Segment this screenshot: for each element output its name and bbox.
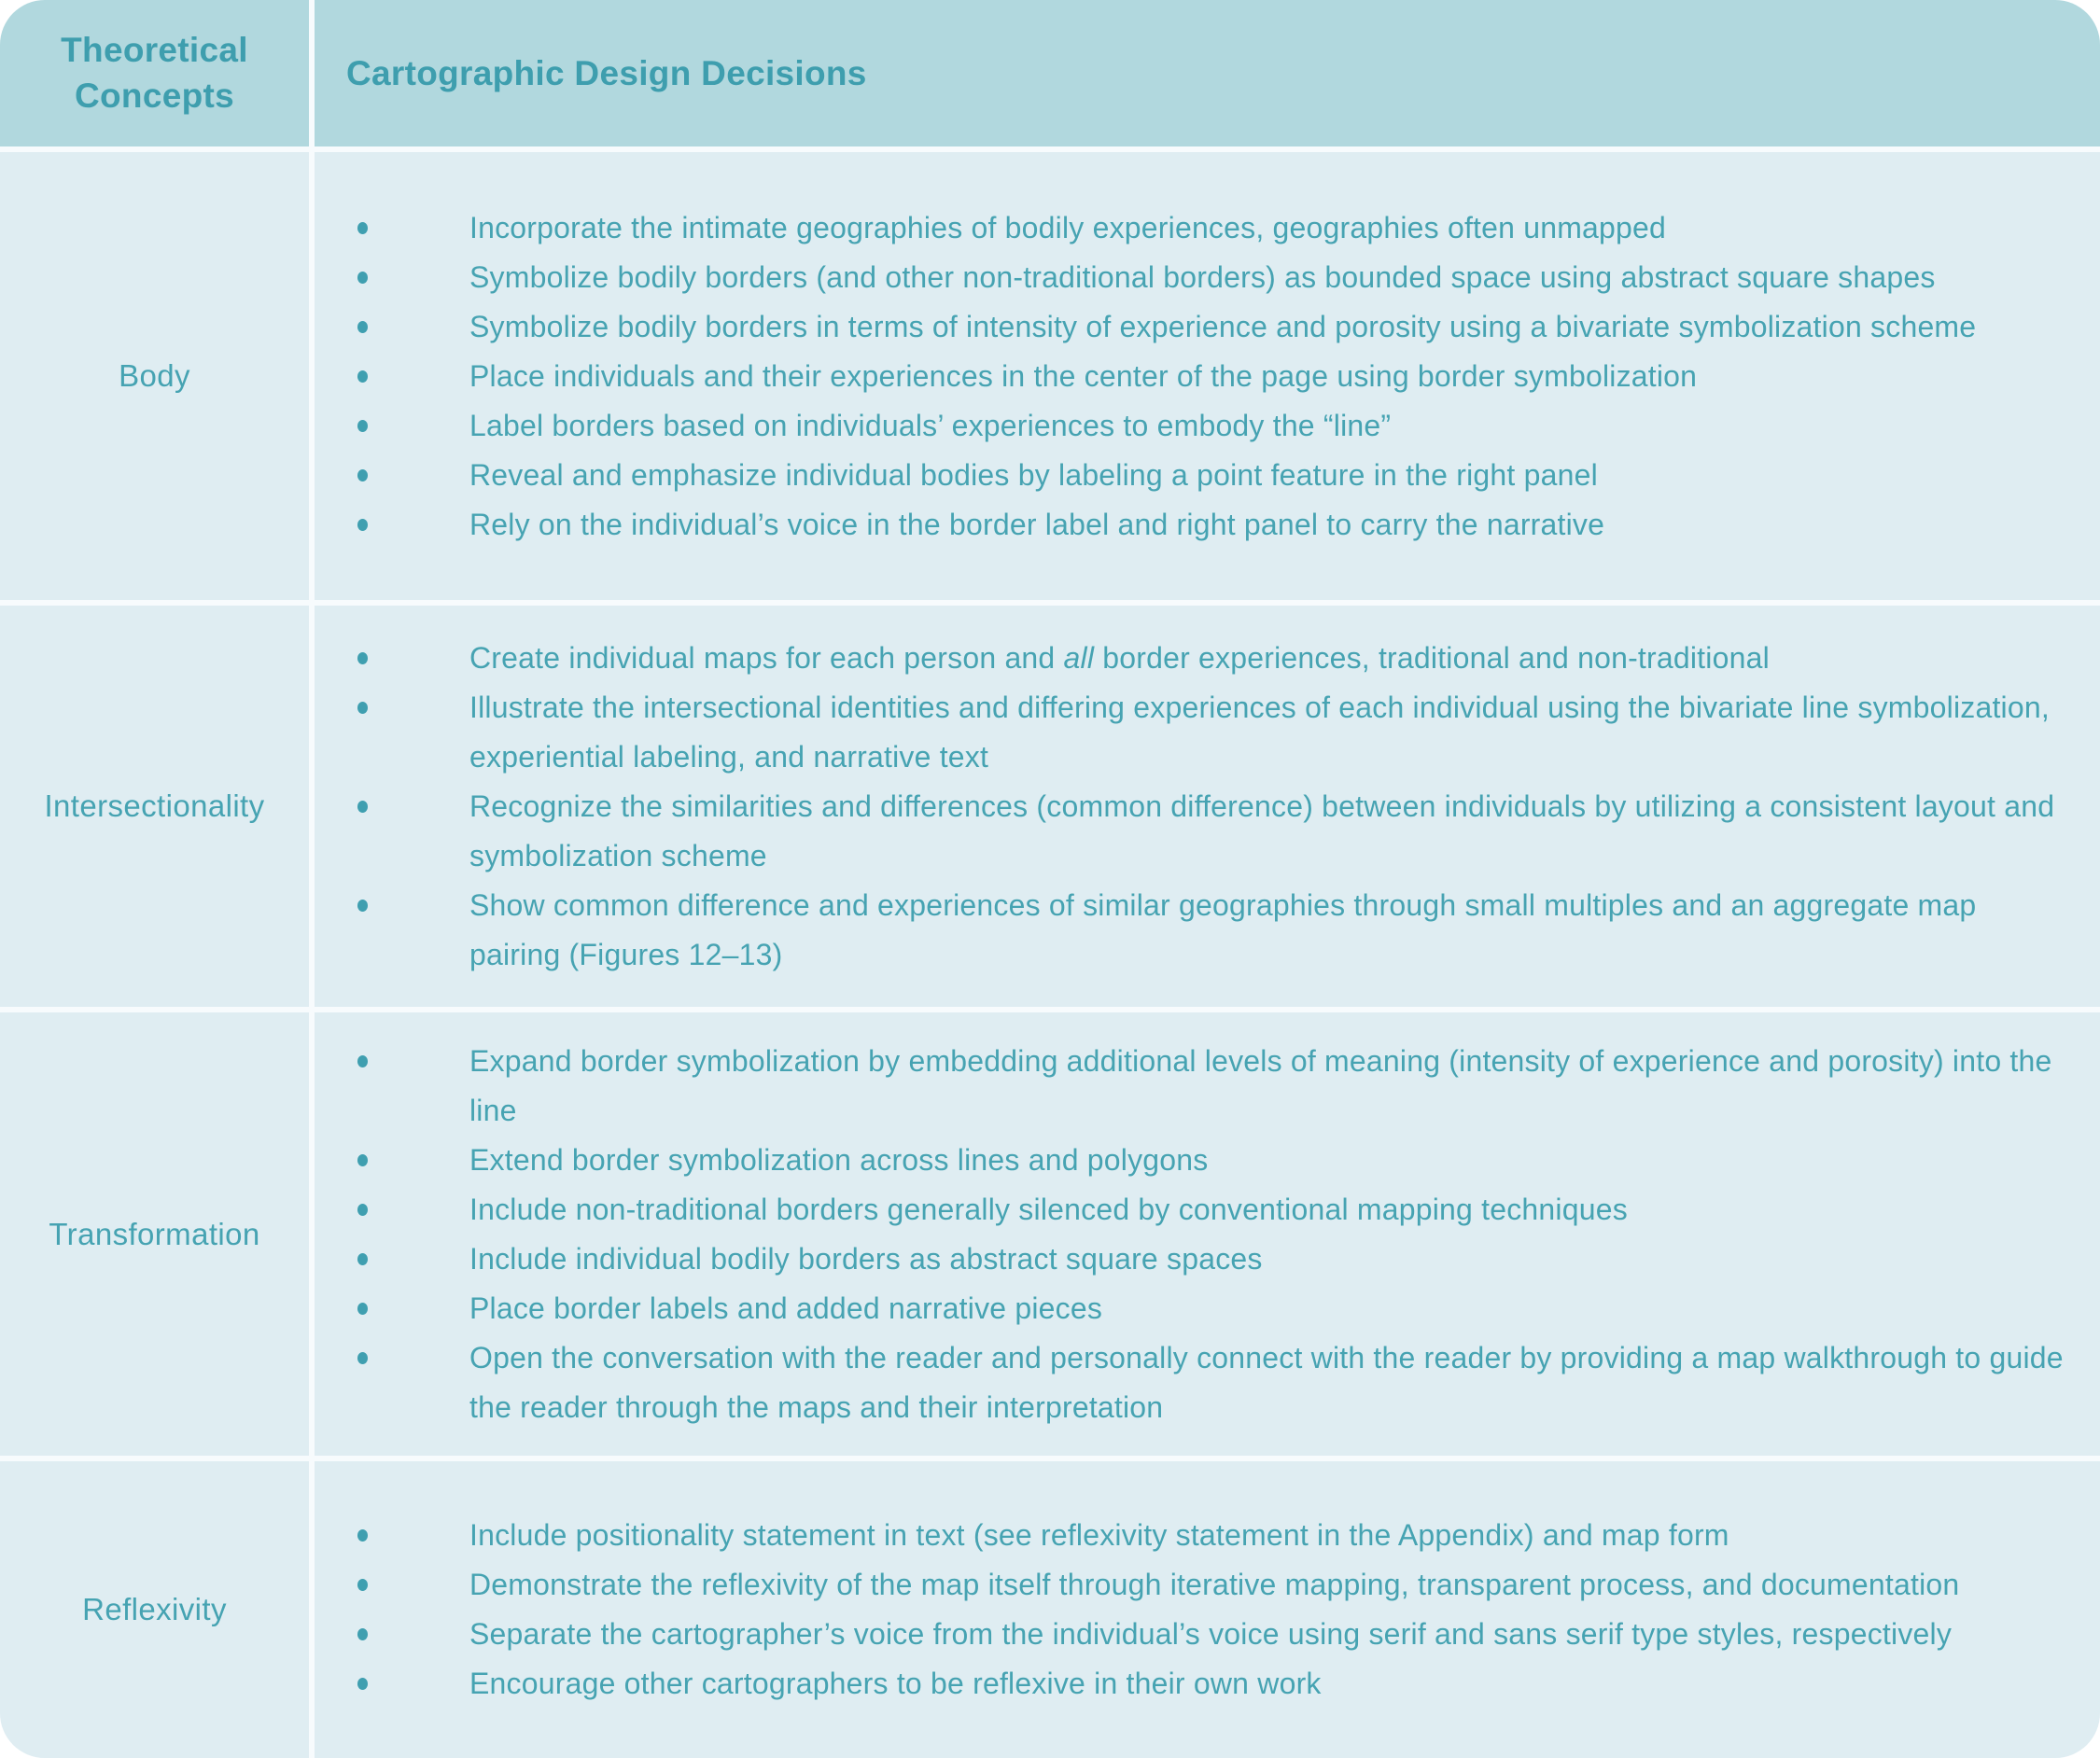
bullet-item: Expand border symbolization by embedding additional levels of meaning (intensity of experience and porosity) into the line	[315, 1037, 2074, 1136]
bullet-item: Illustrate the intersectional identities and differing experiences of each individual using the bivariate line symbolization, experiential labeling, and narrative text	[315, 683, 2074, 782]
bullet-list-reflexivity	[315, 1511, 2100, 1709]
decisions-cell-intersectionality	[315, 606, 2100, 1007]
bullet-item: Demonstrate the reflexivity of the map itself through iterative mapping, transparent process, and documentation	[315, 1560, 2074, 1610]
header-theoretical-concepts: Theoretical Concepts	[0, 0, 309, 146]
bullet-item: Reveal and emphasize individual bodies by labeling a point feature in the right panel	[315, 451, 2074, 500]
concept-label-body: Body	[0, 152, 309, 600]
bullet-item: Place border labels and added narrative pieces	[315, 1284, 2074, 1333]
bullet-item: Rely on the individual’s voice in the border label and right panel to carry the narrative	[315, 500, 2074, 550]
bullet-item: Encourage other cartographers to be reflexive in their own work	[315, 1659, 2074, 1709]
bullet-item: Symbolize bodily borders in terms of intensity of experience and porosity using a bivariate symbolization scheme	[315, 302, 2074, 352]
bullet-item: Include positionality statement in text (see reflexivity statement in the Appendix) and map form	[315, 1511, 2074, 1560]
bullet-item: Show common difference and experiences of similar geographies through small multiples and an aggregate map pairing (Figures 12–13)	[315, 881, 2074, 980]
bullet-item: Place individuals and their experiences in the center of the page using border symbolization	[315, 352, 2074, 401]
bullet-item: Recognize the similarities and differences (common difference) between individuals by utilizing a consistent layout and symbolization scheme	[315, 782, 2074, 881]
bullet-item: Extend border symbolization across lines and polygons	[315, 1136, 2074, 1185]
bullet-item: Create individual maps for each person and all border experiences, traditional and non-traditional	[315, 634, 2074, 683]
bullet-item: Separate the cartographer’s voice from the individual’s voice using serif and sans serif type styles, respectively	[315, 1610, 2074, 1659]
bullet-item: Include non-traditional borders generally silenced by conventional mapping techniques	[315, 1185, 2074, 1235]
decisions-cell-body	[315, 152, 2100, 600]
bullet-item: Incorporate the intimate geographies of bodily experiences, geographies often unmapped	[315, 203, 2074, 253]
bullet-item: Open the conversation with the reader and personally connect with the reader by providing a map walkthrough to guide the reader through the maps and their interpretation	[315, 1333, 2074, 1432]
decisions-cell-transformation	[315, 1012, 2100, 1456]
concept-label-intersectionality: Intersectionality	[0, 606, 309, 1007]
decisions-cell-reflexivity	[315, 1461, 2100, 1758]
concept-label-reflexivity: Reflexivity	[0, 1461, 309, 1758]
bullet-list-intersectionality	[315, 634, 2100, 980]
bullet-item: Include individual bodily borders as abstract square spaces	[315, 1235, 2074, 1284]
bullet-list-body	[315, 203, 2100, 550]
bullet-list-transformation	[315, 1037, 2100, 1432]
concept-label-transformation: Transformation	[0, 1012, 309, 1456]
header-cartographic-design-decisions: Cartographic Design Decisions	[315, 0, 2100, 146]
bullet-item: Label borders based on individuals’ experiences to embody the “line”	[315, 401, 2074, 451]
bullet-item: Symbolize bodily borders (and other non-traditional borders) as bounded space using abstract square shapes	[315, 253, 2074, 302]
